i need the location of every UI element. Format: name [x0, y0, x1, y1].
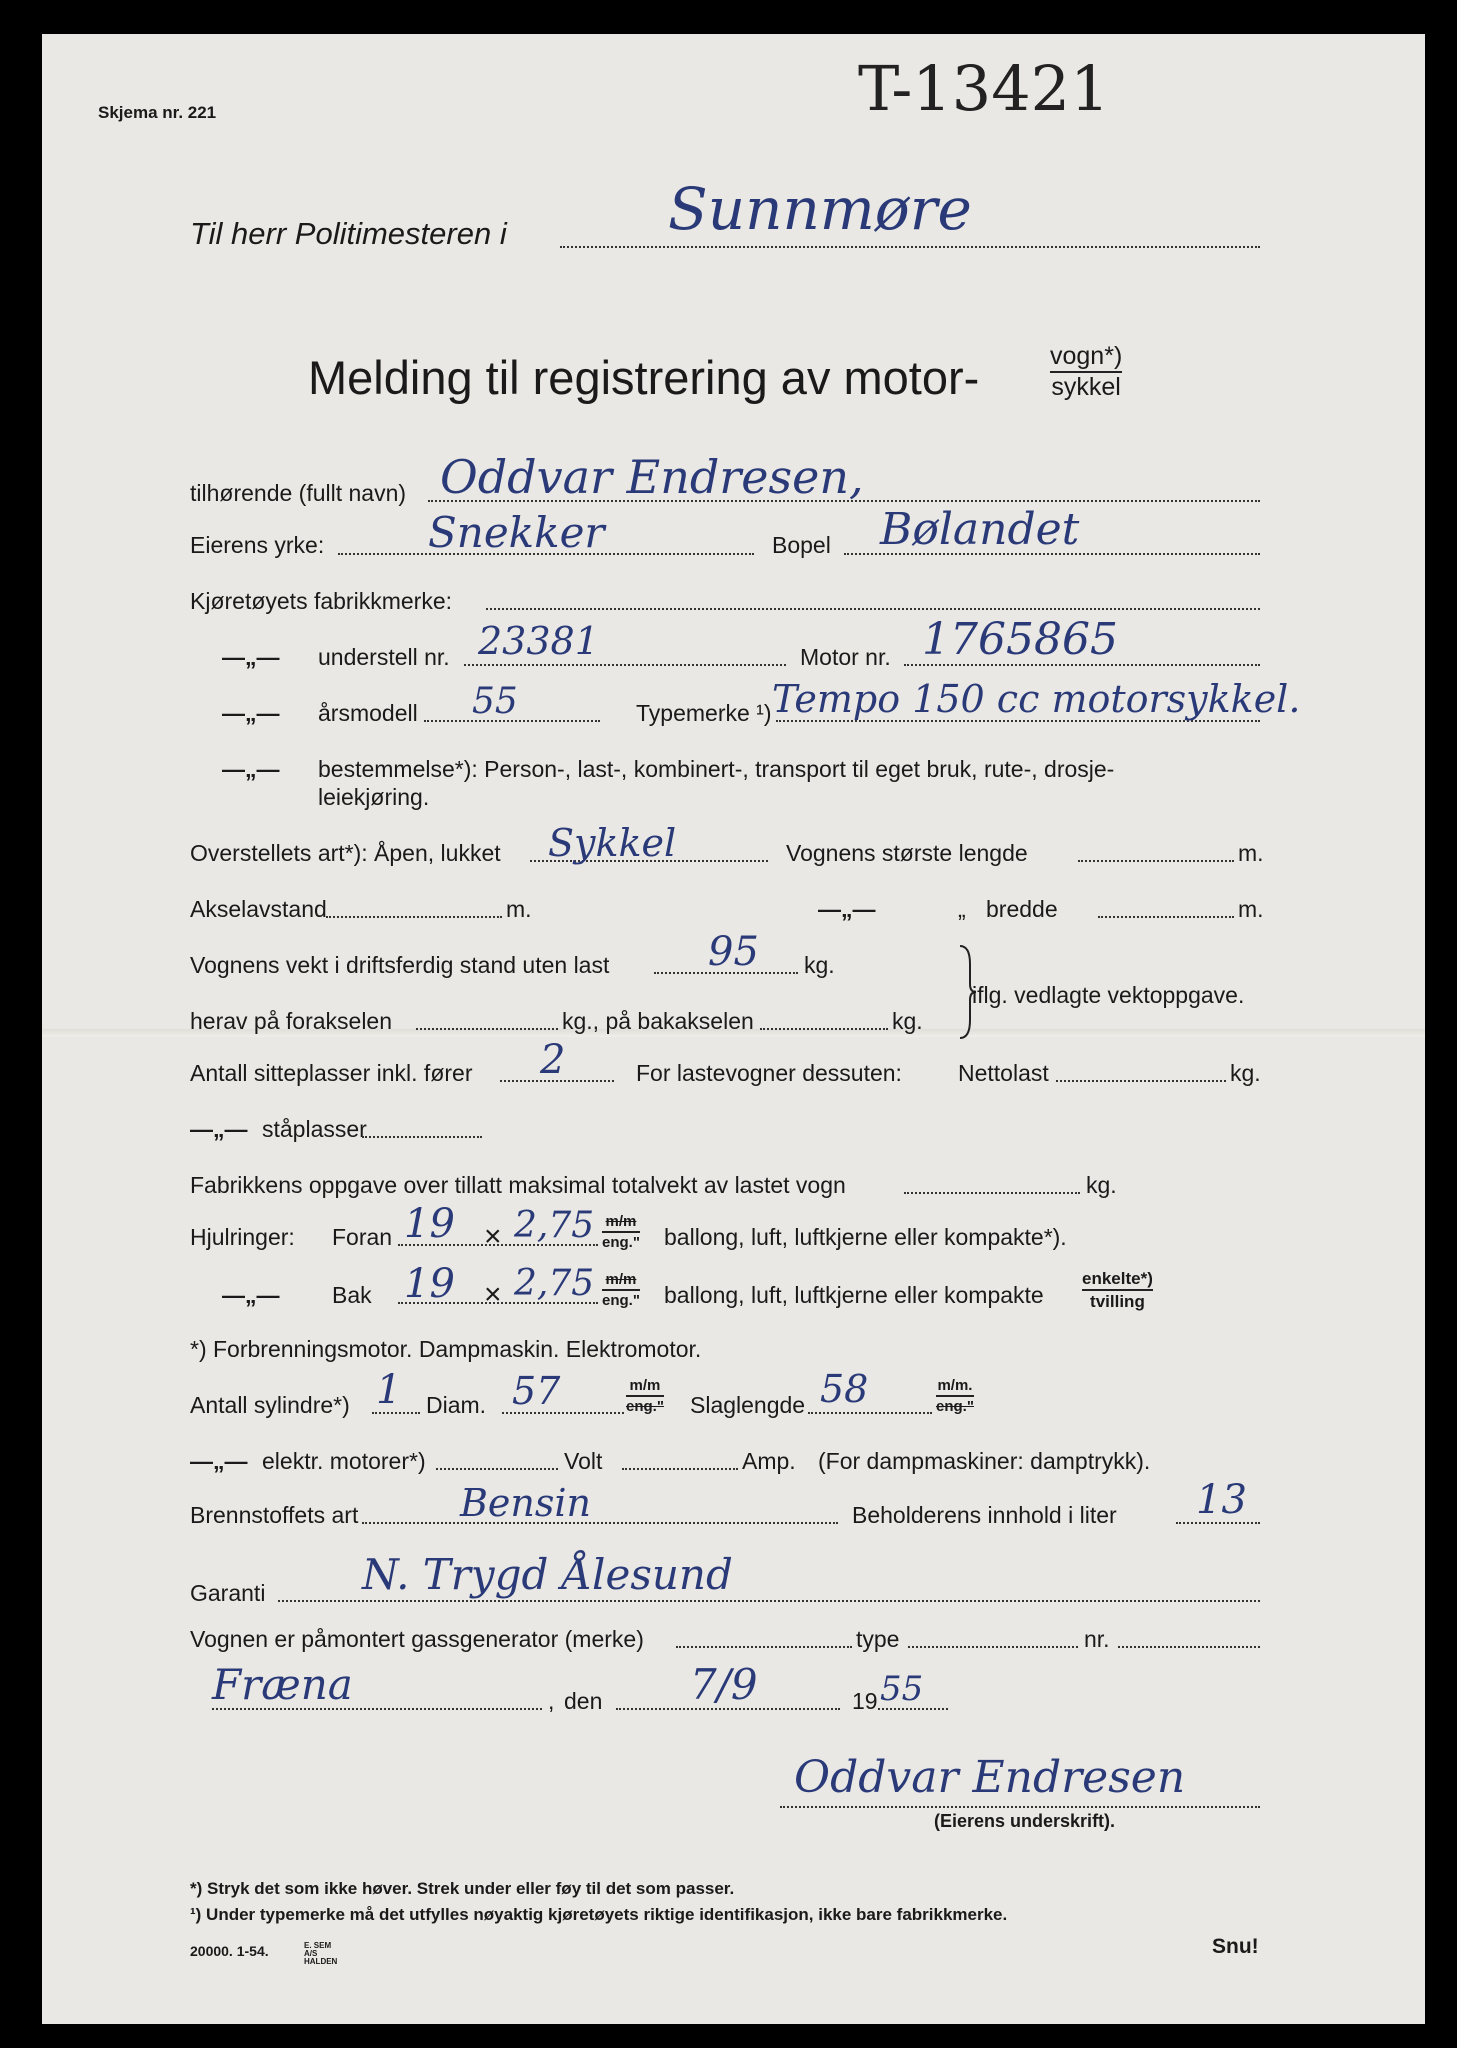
file-number: T-13421 — [858, 52, 1110, 125]
guarantee-label: Garanti — [190, 1580, 266, 1606]
type-label: Typemerke ¹) — [636, 700, 772, 726]
max-weight-line — [904, 1192, 1080, 1194]
tank-value: 13 — [1196, 1477, 1247, 1523]
guarantee-value: N. Trygd Ålesund — [362, 1550, 733, 1599]
turn-over: Snu! — [1212, 1935, 1259, 1958]
footnote-1: *) Stryk det som ikke høver. Strek under eller føy til det som passer. — [190, 1879, 735, 1898]
front-tyre-a: 19 — [404, 1201, 455, 1247]
purpose-label-2: leiekjøring. — [318, 784, 430, 810]
district-line — [560, 246, 1260, 248]
schema-number: Skjema nr. 221 — [98, 103, 217, 122]
make-label: Kjøretøyets fabrikkmerke: — [190, 588, 452, 614]
date-value: 7/9 — [690, 1660, 758, 1709]
cylinders-value: 1 — [376, 1367, 402, 1413]
diam-unit — [626, 1378, 664, 1414]
wheelbase-line — [326, 916, 502, 918]
electric-line — [436, 1468, 558, 1470]
weight-note: iflg. vedlagte vektoppgave. — [972, 982, 1245, 1008]
front-tyre-b: 2,75 — [514, 1205, 595, 1246]
residence-value: Bølandet — [880, 504, 1080, 555]
length-unit: m. — [1238, 840, 1264, 866]
ditto-width: —„— — [818, 896, 876, 922]
form-title: Melding til registrering av motor- — [308, 351, 980, 404]
width-label: bredde — [986, 896, 1058, 922]
length-label: Vognens største lengde — [786, 840, 1028, 866]
lorry-label: For lastevogner dessuten: — [636, 1060, 902, 1086]
rear-tyre-unit — [602, 1272, 640, 1308]
diam-value: 57 — [512, 1369, 561, 1413]
weight-value: 95 — [708, 929, 759, 975]
rear-axle-label: kg., på bakakselen — [562, 1008, 754, 1034]
stroke-label: Slaglengde — [690, 1392, 806, 1418]
fuel-label: Brennstoffets art — [190, 1502, 359, 1528]
gas-type-line — [908, 1646, 1078, 1648]
owner-signature: Oddvar Endresen — [794, 1752, 1186, 1803]
rear-tyre-x: × — [484, 1278, 502, 1311]
rear-tyre-b: 2,75 — [514, 1263, 595, 1304]
net-load-line — [1056, 1080, 1226, 1082]
ditto-chassis: —„— — [222, 644, 280, 670]
weight-label: Vognens vekt i driftsferdig stand uten last — [190, 952, 610, 978]
tyres-rear-label: Bak — [332, 1282, 372, 1308]
diam-unit-bot: eng." — [626, 1398, 664, 1415]
single-label: enkelte*) — [1082, 1270, 1153, 1291]
front-tyre-unit — [602, 1214, 640, 1250]
front-axle-line — [416, 1028, 558, 1030]
twin-label: tvilling — [1090, 1292, 1145, 1311]
rear-tyre-unit-bot: eng." — [602, 1292, 640, 1309]
fuel-line — [362, 1522, 838, 1524]
electric-label: elektr. motorer*) — [262, 1448, 426, 1474]
gas-no-label: nr. — [1084, 1626, 1110, 1652]
to-police-label: Til herr Politimesteren i — [190, 216, 507, 251]
front-tyre-x: × — [484, 1220, 502, 1253]
signature-line — [780, 1806, 1260, 1808]
rear-tyre-types: ballong, luft, luftkjerne eller kompakte — [664, 1282, 1044, 1308]
ditto-purpose: —„— — [222, 756, 280, 782]
steam-label: (For dampmaskiner: damptrykk). — [818, 1448, 1151, 1474]
body-value: Sykkel — [548, 821, 677, 865]
footnote-2: ¹) Under typemerke må det utfylles nøyaktig kjøretøyets riktige identifikasjon, ikke bare fabrikkmerke. — [190, 1905, 1008, 1924]
front-tyre-unit-top: m/m — [602, 1214, 640, 1233]
diam-label: Diam. — [426, 1392, 487, 1418]
title-sykkel: sykkel — [1051, 373, 1121, 401]
standing-label: ståplasser — [262, 1116, 367, 1142]
ditto-electric: —„— — [190, 1448, 248, 1474]
chassis-label: understell nr. — [318, 644, 450, 670]
chassis-value: 23381 — [478, 619, 599, 663]
width-ditto-mark: „ — [958, 896, 966, 922]
amp-label: Amp. — [742, 1448, 796, 1474]
make-line — [486, 608, 1260, 610]
front-tyre-types: ballong, luft, luftkjerne eller kompakte*). — [664, 1224, 1067, 1250]
rear-tyre-unit-top: m/m — [602, 1272, 640, 1291]
printer-name: E. SEM A/S HALDEN — [304, 1941, 338, 1966]
type-value: Tempo 150 cc motorsykkel. — [772, 677, 1301, 721]
ditto-standing: —„— — [190, 1116, 248, 1142]
year-suffix-value: 55 — [880, 1669, 924, 1709]
tyres-front-label: Foran — [332, 1224, 393, 1250]
front-tyre-unit-bot: eng." — [602, 1234, 640, 1251]
ditto-rear-tyre: —„— — [222, 1282, 280, 1308]
occupation-value: Snekker — [428, 508, 605, 557]
gas-gen-line — [676, 1646, 852, 1648]
district-value: Sunnmøre — [668, 175, 972, 243]
ditto-year: —„— — [222, 700, 280, 726]
weight-unit: kg. — [804, 952, 835, 978]
gas-gen-label: Vognen er påmontert gassgenerator (merke) — [190, 1626, 644, 1652]
place-value: Fræna — [212, 1660, 353, 1709]
seats-value: 2 — [540, 1037, 566, 1083]
year-prefix: 19 — [852, 1688, 878, 1714]
wheelbase-unit: m. — [506, 896, 532, 922]
signature-label: (Eierens underskrift). — [934, 1811, 1116, 1831]
owner-value: Oddvar Endresen, — [440, 450, 864, 504]
motor-value: 1765865 — [922, 614, 1118, 665]
stroke-unit — [936, 1378, 974, 1414]
title-fraction — [1050, 344, 1122, 400]
standing-line — [362, 1136, 482, 1138]
printer-number: 20000. 1-54. — [190, 1943, 269, 1959]
tank-label: Beholderens innhold i liter — [852, 1502, 1117, 1528]
date-comma: , — [548, 1688, 555, 1714]
engine-types: *) Forbrenningsmotor. Dampmaskin. Elektromotor. — [190, 1336, 702, 1362]
width-unit: m. — [1238, 896, 1264, 922]
body-label: Overstellets art*): Åpen, lukket — [190, 840, 501, 866]
year-value: 55 — [472, 681, 518, 722]
gas-no-line — [1118, 1646, 1260, 1648]
width-line — [1098, 916, 1234, 918]
stroke-unit-bot: eng." — [936, 1398, 974, 1415]
stroke-value: 58 — [820, 1367, 869, 1411]
motor-label: Motor nr. — [800, 644, 891, 670]
seats-label: Antall sitteplasser inkl. fører — [190, 1060, 473, 1086]
rear-axle-unit: kg. — [892, 1008, 923, 1034]
year-label: årsmodell — [318, 700, 418, 726]
guarantee-line — [278, 1600, 1260, 1602]
wheelbase-label: Akselavstand — [190, 896, 327, 922]
front-axle-label: herav på forakselen — [190, 1008, 393, 1034]
stroke-line — [808, 1412, 932, 1414]
length-line — [1078, 860, 1234, 862]
cylinders-label: Antall sylindre*) — [190, 1392, 350, 1418]
rear-tyre-a: 19 — [404, 1261, 455, 1307]
occupation-label: Eierens yrke: — [190, 532, 325, 558]
title-vogn: vogn*) — [1050, 344, 1122, 373]
net-load-unit: kg. — [1230, 1060, 1261, 1086]
residence-label: Bopel — [772, 532, 831, 558]
net-load-label: Nettolast — [958, 1060, 1049, 1086]
max-weight-label: Fabrikkens oppgave over tillatt maksimal totalvekt av lastet vogn — [190, 1172, 846, 1198]
rear-axle-line — [760, 1028, 888, 1030]
single-twin-fraction — [1082, 1270, 1153, 1310]
purpose-label: bestemmelse*): Person-, last-, kombinert-, transport til eget bruk, rute-, drosje- — [318, 756, 1115, 782]
gas-type-label: type — [856, 1626, 900, 1652]
max-weight-unit: kg. — [1086, 1172, 1117, 1198]
diam-unit-top: m/m — [626, 1378, 664, 1397]
volt-label: Volt — [564, 1448, 603, 1474]
stroke-unit-top: m/m. — [936, 1378, 974, 1397]
owner-label: tilhørende (fullt navn) — [190, 480, 407, 506]
date-den-label: den — [564, 1688, 603, 1714]
volt-line — [622, 1468, 738, 1470]
chassis-line — [464, 664, 786, 666]
fuel-value: Bensin — [460, 1481, 592, 1525]
tyres-label: Hjulringer: — [190, 1224, 295, 1250]
